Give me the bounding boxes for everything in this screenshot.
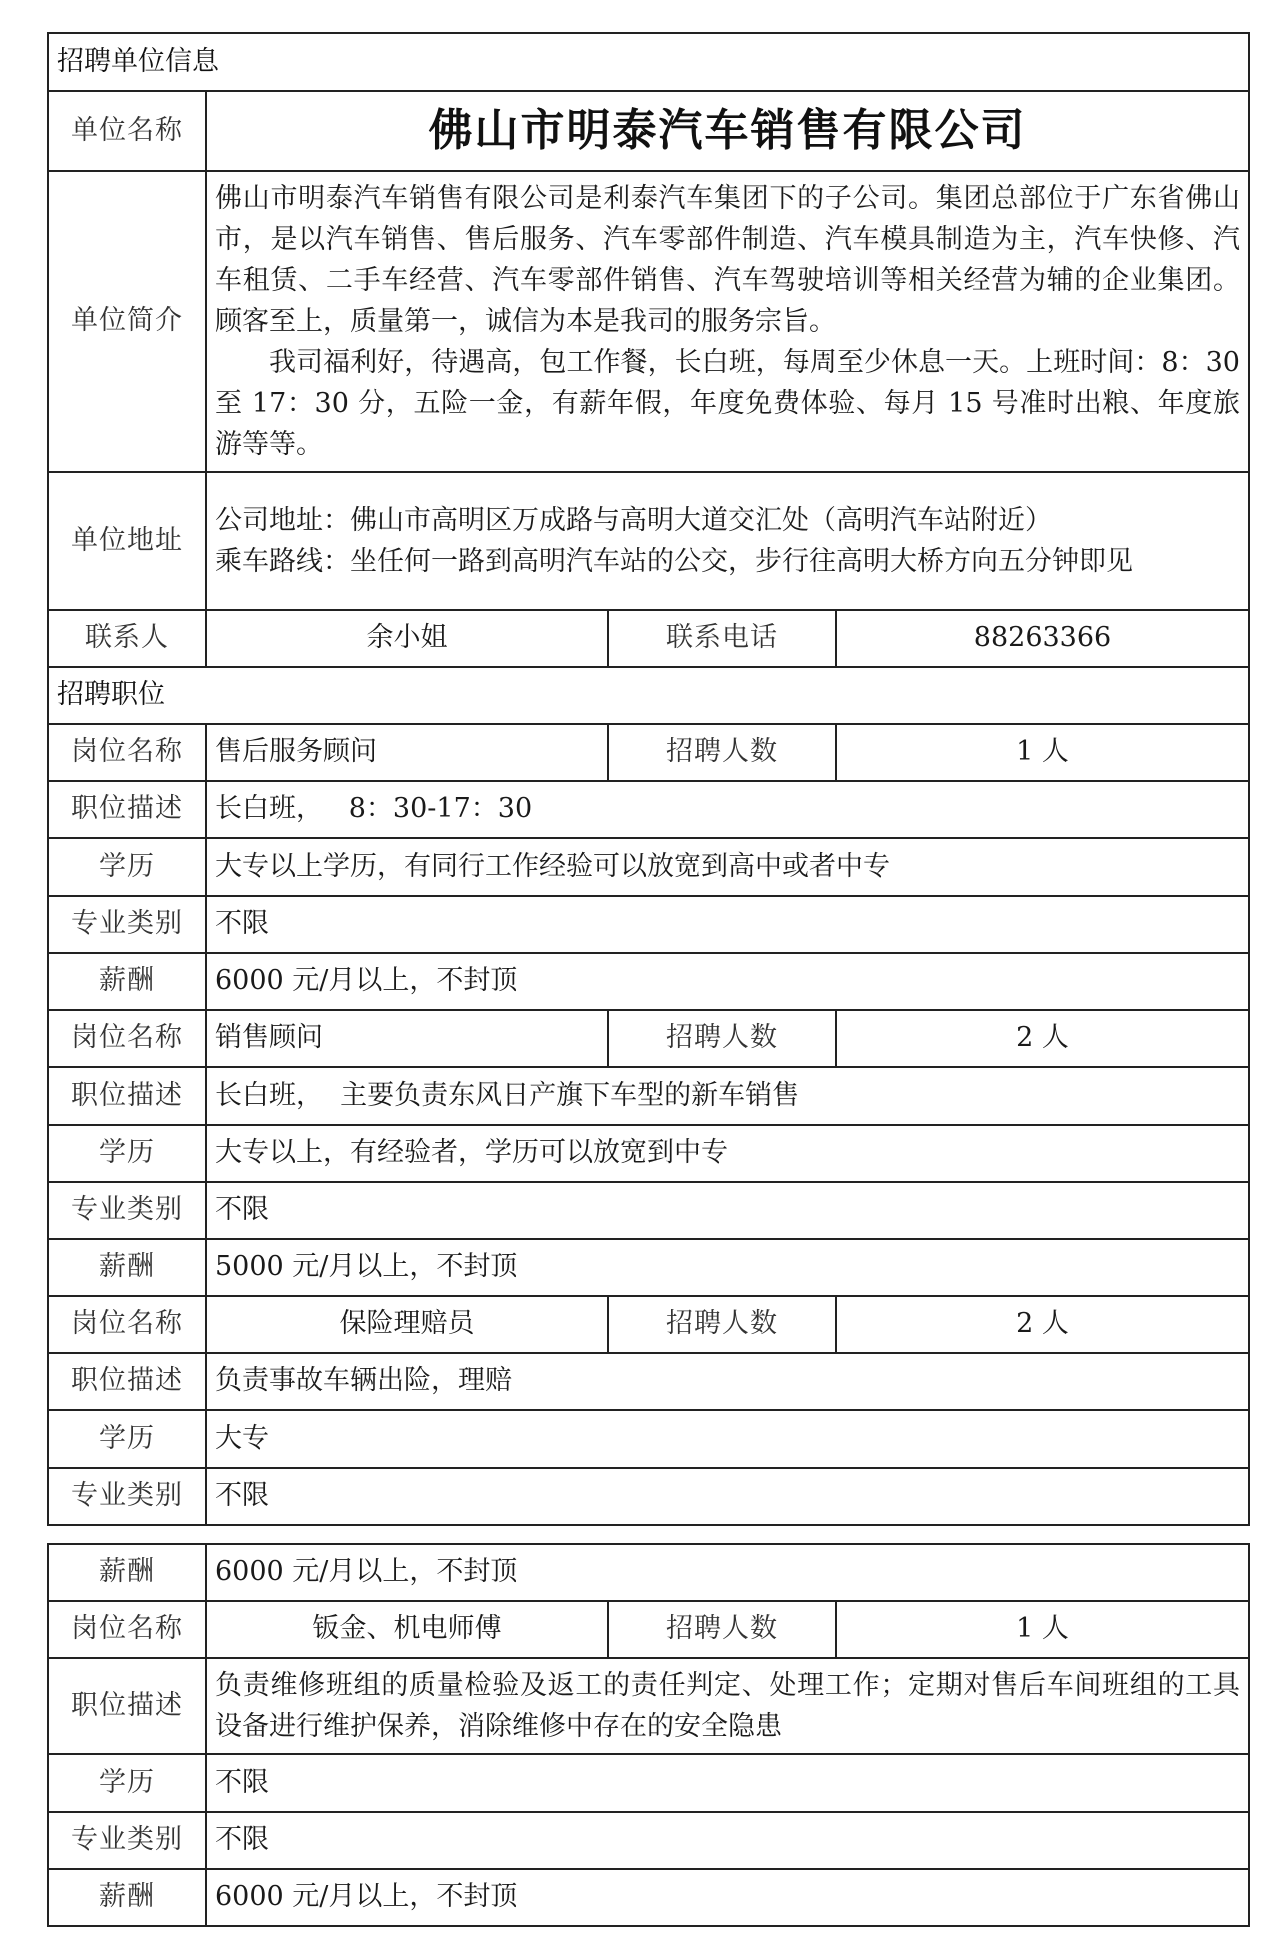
job-description: 负责事故车辆出险，理赔 (206, 1353, 1249, 1410)
recruitment-table-page1 (47, 32, 1250, 1526)
salary-label: 薪酬 (48, 1544, 206, 1601)
headcount-label: 招聘人数 (608, 724, 836, 781)
education-label: 学历 (48, 1410, 206, 1468)
company-intro-paragraph-2: 我司福利好，待遇高，包工作餐，长白班，每周至少休息一天。上班时间：8：30 至 17：30 分，五险一金，有薪年假，年度免费体验、每月 15 号准时出粮、年度旅游等等。 (215, 347, 1240, 460)
salary-label: 薪酬 (48, 1869, 206, 1926)
headcount-label: 招聘人数 (608, 1010, 836, 1067)
job-education: 不限 (206, 1754, 1249, 1812)
job-name-label: 岗位名称 (48, 1601, 206, 1658)
headcount-label: 招聘人数 (608, 1296, 836, 1353)
job-major: 不限 (206, 1812, 1249, 1869)
company-address-label: 单位地址 (48, 472, 206, 610)
job-education: 大专以上学历，有同行工作经验可以放宽到高中或者中专 (206, 838, 1249, 896)
job-description: 负责维修班组的质量检验及返工的责任判定、处理工作；定期对售后车间班组的工具设备进行维护保养，消除维修中存在的安全隐患 (206, 1658, 1249, 1754)
description-label: 职位描述 (48, 1067, 206, 1125)
company-intro (206, 171, 1249, 472)
contact-label: 联系人 (48, 610, 206, 667)
job-education: 大专以上，有经验者，学历可以放宽到中专 (206, 1125, 1249, 1182)
job-major: 不限 (206, 896, 1249, 953)
job-headcount: 1 人 (836, 724, 1249, 781)
job-salary: 6000 元/月以上，不封顶 (206, 1544, 1249, 1601)
phone-number: 88263366 (836, 610, 1249, 667)
phone-label: 联系电话 (608, 610, 836, 667)
recruitment-table-page2 (47, 1543, 1250, 1927)
section-jobs: 招聘职位 (48, 667, 1249, 724)
contact-person: 余小姐 (206, 610, 608, 667)
description-label: 职位描述 (48, 781, 206, 838)
company-intro-paragraph-1: 佛山市明泰汽车销售有限公司是利泰汽车集团下的子公司。集团总部位于广东省佛山市，是以汽车销售、售后服务、汽车零部件制造、汽车模具制造为主，汽车快修、汽车租赁、二手车经营、汽车零部件销售、汽车驾驶培训等相关经营为辅的企业集团。顾客至上，质量第一，诚信为本是我司的服务宗旨。 (215, 183, 1240, 337)
job-description: 长白班， 主要负责东风日产旗下车型的新车销售 (206, 1067, 1249, 1125)
headcount-label: 招聘人数 (608, 1601, 836, 1658)
job-salary: 6000 元/月以上，不封顶 (206, 953, 1249, 1010)
salary-label: 薪酬 (48, 1239, 206, 1296)
job-education: 大专 (206, 1410, 1249, 1468)
company-name: 佛山市明泰汽车销售有限公司 (206, 91, 1249, 171)
job-name: 钣金、机电师傅 (206, 1601, 608, 1658)
salary-label: 薪酬 (48, 953, 206, 1010)
description-label: 职位描述 (48, 1658, 206, 1754)
major-label: 专业类别 (48, 1812, 206, 1869)
job-salary: 5000 元/月以上，不封顶 (206, 1239, 1249, 1296)
major-label: 专业类别 (48, 1468, 206, 1525)
job-name: 保险理赔员 (206, 1296, 608, 1353)
job-description: 长白班， 8：30-17：30 (206, 781, 1249, 838)
job-major: 不限 (206, 1468, 1249, 1525)
job-salary: 6000 元/月以上，不封顶 (206, 1869, 1249, 1926)
education-label: 学历 (48, 1125, 206, 1182)
bus-route-line: 乘车路线：坐任何一路到高明汽车站的公交，步行往高明大桥方向五分钟即见 (215, 546, 1133, 577)
job-name: 售后服务顾问 (206, 724, 608, 781)
job-headcount: 1 人 (836, 1601, 1249, 1658)
job-name: 销售顾问 (206, 1010, 608, 1067)
education-label: 学历 (48, 1754, 206, 1812)
company-address-line: 公司地址：佛山市高明区万成路与高明大道交汇处（高明汽车站附近） (215, 505, 1052, 536)
education-label: 学历 (48, 838, 206, 896)
company-intro-label: 单位简介 (48, 171, 206, 472)
description-label: 职位描述 (48, 1353, 206, 1410)
job-headcount: 2 人 (836, 1010, 1249, 1067)
job-name-label: 岗位名称 (48, 1296, 206, 1353)
company-name-label: 单位名称 (48, 91, 206, 171)
major-label: 专业类别 (48, 896, 206, 953)
job-major: 不限 (206, 1182, 1249, 1239)
company-address (206, 472, 1249, 610)
job-headcount: 2 人 (836, 1296, 1249, 1353)
section-company-info: 招聘单位信息 (48, 33, 1249, 91)
job-name-label: 岗位名称 (48, 724, 206, 781)
job-name-label: 岗位名称 (48, 1010, 206, 1067)
major-label: 专业类别 (48, 1182, 206, 1239)
